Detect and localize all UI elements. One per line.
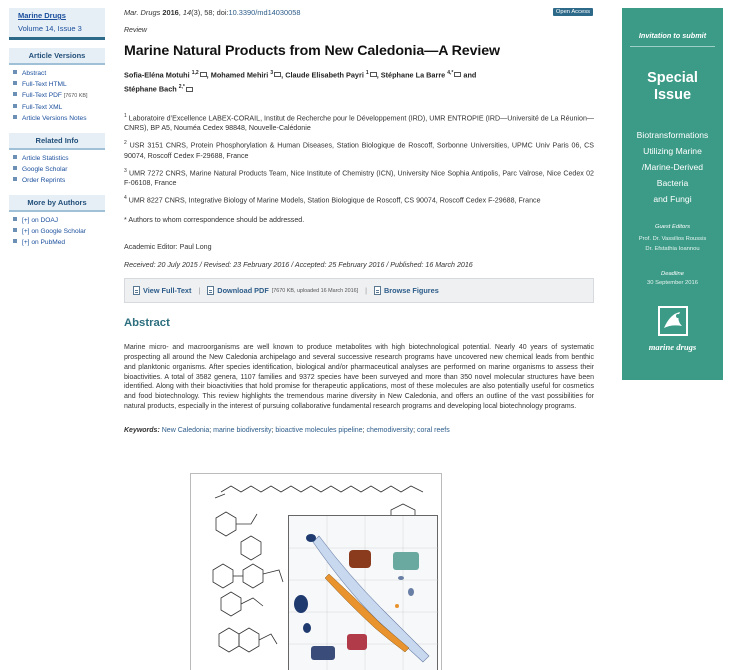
article-main — [124, 8, 594, 434]
author-list: Sofia-Eléna Motuhi $^{1,2}$ , Mohamed Mehiri $^3$ , Claude Elisabeth Payri $^1$ , Stéphane La Barre $^{4,*}$ and Stéphane Bach $^{2,*}$ — [124, 70, 477, 94]
doi-link[interactable]: 10.3390/md14030058 — [228, 8, 301, 17]
more-by-authors-list — [9, 215, 105, 248]
browse-figures-button[interactable]: Browse Figures — [374, 286, 439, 295]
journal-link[interactable]: Marine Drugs — [18, 11, 66, 20]
bullet-icon — [13, 239, 17, 243]
affiliation: $^2$ USR 3151 CNRS, Protein Phosphorylation & Human Diseases, Station Biologique de Roscoff, Sorbonne Universities, UPMC Univ Paris 06, CS 90074, Roscoff Cedex F-29688, France — [124, 140, 594, 160]
keywords: Keywords: New Caledonia; marine biodiversity; bioactive molecules pipeline; chemodiversity; coral reefs — [124, 426, 450, 434]
affiliation: $^3$ UMR 7272 CNRS, Marine Natural Products Team, Nice Institute of Chemistry (ICN), University Nice Sophia Antipolis, Parc Valrose, Nice Cedex 02 F-06108, France — [124, 167, 594, 187]
article-type: Review — [124, 27, 147, 34]
special-issue-banner[interactable] — [622, 8, 723, 380]
related-info-list — [9, 153, 105, 186]
bullet-icon — [13, 115, 17, 119]
sidebar-item-statistics[interactable]: Article Statistics — [9, 153, 105, 164]
more-by-authors-section — [9, 195, 105, 248]
deadline-label: Deadline — [661, 271, 684, 277]
left-sidebar — [9, 8, 105, 248]
document-icon — [133, 286, 140, 295]
email-icon[interactable] — [274, 72, 281, 77]
sidebar-item-full-text-pdf[interactable]: Full-Text PDF [7670 KB] — [9, 90, 105, 102]
citation-line: Mar. Drugs 2016, 14(3), 58; doi:10.3390/md14030058 Open Access — [124, 8, 594, 20]
author-name[interactable]: Sofia-Eléna Motuhi — [124, 70, 190, 80]
citation-volume: 14 — [182, 8, 192, 17]
open-access-badge: Open Access — [553, 8, 593, 16]
author-name[interactable]: Mohamed Mehiri — [210, 70, 269, 80]
email-icon[interactable] — [200, 72, 207, 77]
and-word: and — [463, 70, 477, 80]
bullet-icon — [13, 104, 17, 108]
keyword-link[interactable]: coral reefs — [417, 426, 450, 434]
keyword-link[interactable]: marine biodiversity — [213, 426, 272, 434]
affiliation: $^4$ UMR 8227 CNRS, Integrative Biology of Marine Models, Station Biologique de Roscoff, CS 90074, Roscoff Cedex F-29688, France — [124, 194, 541, 205]
bullet-icon — [13, 81, 17, 85]
author-name[interactable]: Claude Elisabeth Payri — [285, 70, 364, 80]
correspondence-note: * Authors to whom correspondence should be addressed. — [124, 216, 305, 225]
pdf-size: [7670 KB] — [63, 93, 88, 99]
banner-divider — [630, 46, 715, 47]
bullet-icon — [13, 177, 17, 181]
email-icon[interactable] — [370, 72, 377, 77]
article-versions-list — [9, 68, 105, 124]
sidebar-item-order-reprints[interactable]: Order Reprints — [9, 175, 105, 186]
citation-rest: (3), 58; doi: — [191, 8, 229, 17]
citation-year: 2016 — [162, 8, 179, 17]
author-affil: 1,2 — [191, 70, 199, 76]
article-versions-section — [9, 48, 105, 124]
more-by-authors-heading: More by Authors — [9, 195, 105, 212]
keyword-link[interactable]: bioactive molecules pipeline — [275, 426, 363, 434]
email-icon[interactable] — [186, 87, 193, 92]
bullet-icon — [13, 92, 17, 96]
article-title: Marine Natural Products from New Caledonia—A Review — [124, 43, 500, 59]
guest-editors: Prof. Dr. Vassilios Roussis Dr. Efstathia Ioannou — [638, 236, 707, 252]
author-name[interactable]: Stéphane La Barre — [380, 70, 446, 80]
author-affil: 3 — [270, 70, 274, 76]
keywords-label: Keywords: — [124, 426, 160, 434]
pdf-icon — [207, 286, 214, 295]
journal-box — [9, 8, 105, 40]
volume-issue-link[interactable]: Volume 14, Issue 3 — [18, 24, 82, 33]
map-panel — [288, 515, 438, 670]
guest-editors-label: Guest Editors — [654, 224, 691, 230]
graphical-abstract[interactable] — [190, 473, 442, 670]
new-caledonia-map — [289, 516, 439, 670]
sidebar-item-full-text-xml[interactable]: Full-Text XML — [9, 102, 105, 113]
author-affil: 1 — [365, 70, 369, 76]
article-versions-heading: Article Versions — [9, 48, 105, 65]
citation-journal: Mar. Drugs — [124, 8, 161, 17]
download-pdf-button[interactable]: Download PDF [7670 KB, uploaded 16 March 2016] — [207, 286, 358, 295]
bullet-icon — [13, 155, 17, 159]
bullet-icon — [13, 228, 17, 232]
invitation-text: Invitation to submit — [638, 31, 707, 40]
divider: | — [365, 286, 368, 296]
special-issue-topic: Biotransformations Utilizing Marine /Marine-Derived Bacteria and Fungi — [636, 130, 709, 204]
marine-drugs-logo-icon — [658, 306, 688, 336]
brand-name: marine drugs — [648, 342, 697, 352]
article-dates: Received: 20 July 2015 / Revised: 23 February 2016 / Accepted: 25 February 2016 / Published: 16 March 2016 — [124, 261, 473, 270]
bullet-icon — [13, 217, 17, 221]
divider: | — [198, 286, 201, 296]
academic-editor: Academic Editor: Paul Long — [124, 243, 212, 252]
bullet-icon — [13, 166, 17, 170]
abstract-heading: Abstract — [124, 317, 170, 330]
sidebar-item-doaj[interactable]: [+] on DOAJ — [9, 215, 105, 226]
deadline-date: 30 September 2016 — [647, 280, 698, 286]
email-icon[interactable] — [454, 72, 461, 77]
sidebar-item-version-notes[interactable]: Article Versions Notes — [9, 113, 105, 124]
special-issue-title: Special Issue — [647, 70, 698, 103]
bullet-icon — [13, 70, 17, 74]
abstract-text: Marine micro- and macroorganisms are well known to produce metabolites with high biotechnological potential. Nearly 40 years of systematic prospecting all around the New Caledonia archipelago and several successive research programs have uncovered new chemical leads from benthic and planktonic organisms. After species identification, biological and/or pharmaceutical analyses are performed on marine organisms to assess their bioactivities. A total of 3582 genera, 1107 families and 9372 species have been surveyed and more than 350 novel molecular structures have been identified. Along with their bioactivities that hold promise for therapeutic applications, most of these molecules are also potentially useful for cosmetics and food biotechnology. This review highlights the tremendous marine diversity in New Caledonia, and offers an outline of the vast possibilities for natural products, especially in the interest of pursuing collaborative fundamental research programs and developing local biotechnology programs. — [124, 344, 594, 411]
sidebar-item-pubmed[interactable]: [+] on PubMed — [9, 237, 105, 248]
logo-graphic — [658, 306, 688, 336]
related-info-section — [9, 133, 105, 186]
pdf-info: [7670 KB, uploaded 16 March 2016] — [271, 287, 359, 294]
view-full-text-button[interactable]: View Full-Text — [133, 286, 191, 295]
figures-icon — [374, 286, 381, 295]
author-affil: 4,* — [447, 70, 454, 76]
sidebar-item-abstract[interactable]: Abstract — [9, 68, 105, 79]
related-info-heading: Related Info — [9, 133, 105, 150]
article-actions-bar — [124, 278, 594, 303]
sidebar-item-google-scholar[interactable]: Google Scholar — [9, 164, 105, 175]
keyword-link[interactable]: New Caledonia — [161, 426, 210, 434]
author-affil: 2,* — [178, 84, 185, 91]
sidebar-item-authors-google-scholar[interactable]: [+] on Google Scholar — [9, 226, 105, 237]
affiliation: $^1$ Laboratoire d’Excellence LABEX-CORAIL, Institut de Recherche pour le Développement (IRD), UMR ENTROPIE (IRD—Université de La Réunion—CNRS), BP A5, Nouméa Cedex 98848, Nouvelle-Calédonie — [124, 112, 594, 133]
keyword-link[interactable]: chemodiversity — [366, 426, 414, 434]
author-name[interactable]: Stéphane Bach — [124, 84, 177, 94]
sidebar-item-full-text-html[interactable]: Full-Text HTML — [9, 79, 105, 90]
